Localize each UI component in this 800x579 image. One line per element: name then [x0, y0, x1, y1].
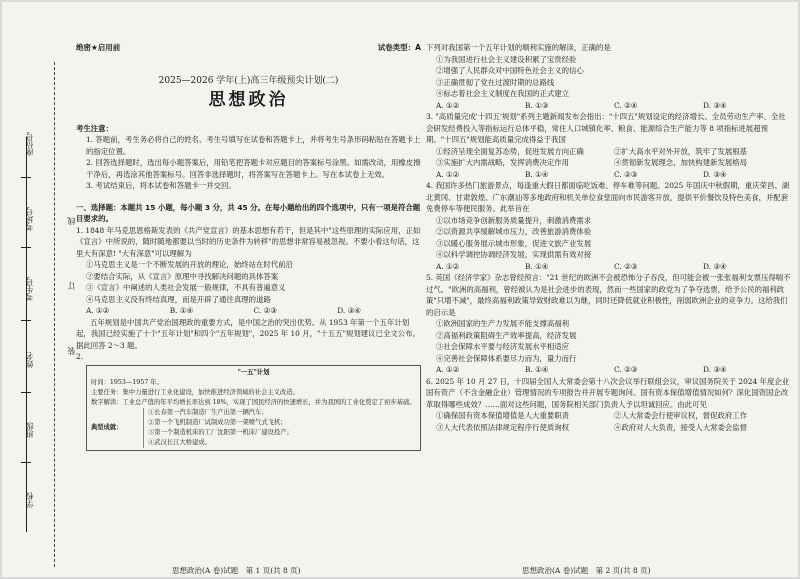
plan-info-box — [86, 365, 421, 451]
choice-b: B. ①④ — [525, 365, 549, 374]
q4-option: ③以暖心服务展示城市形象，促进文旅产业发展 — [436, 238, 592, 248]
q1-choices — [76, 305, 421, 317]
q2-option: ③正确贯彻了党在过渡时期的总路线 — [436, 77, 555, 87]
info-line — [26, 137, 27, 532]
q5-option: ③社会保障水平要与经济发展水平相适应 — [436, 342, 570, 351]
q4-option: ④以科学调控协调经济发展，实现供需有效对接 — [436, 250, 592, 259]
q6-option: ④政府对人大负责，接受人大常委会监督 — [614, 422, 748, 432]
achievement-item: ②第一个飞机制造厂试制成功第一架喷气式飞机； — [148, 418, 287, 426]
notes-heading: 考生注意： — [76, 123, 113, 133]
box-task: 主要任务：集中力量进行工业化建设，加快推进经济领域的社会主义改造。 — [91, 388, 299, 396]
box-title: "一五"计划 — [237, 368, 270, 376]
student-no-label: 考生号 — [25, 277, 34, 301]
binding-strip — [2, 2, 76, 577]
choice-d: D. ③④ — [703, 365, 727, 374]
q4-option: ①以市场竞争创新服务质量提升，刺激消费需求 — [436, 215, 592, 225]
choice-b: B. ①④ — [525, 261, 549, 271]
question-3-stem: 3. "高质量完成'十四五'规划"系列主题新闻发布会指出："十四五"规划设定的经济增长、全员劳动生产率、全社会研发经费投入等指标运行总体平稳，常住人口城镇化率、粮食、能源综合生产能力等 8 项指标进展超预期。"十四五"规划能高质量完成得益于我国 — [426, 112, 786, 144]
field-tick — [21, 177, 31, 178]
choice-a: A. ①② — [436, 100, 460, 110]
question-4-stem: 4. 我国许多热门旅游景点，每逢重大假日都面临吃饭难、停车难等问题。2025 年国庆中秋假期，重庆荣昌、湖北黄冈、甘肃敦煌、广东潮汕等多地政府和机关单位食堂面向市民游客开放，提供平价餐饮及特色美食，并配套免费停车等便民服务。此举旨在 — [426, 181, 790, 213]
right-column — [426, 42, 792, 433]
seat-label: 座位号 — [25, 132, 34, 156]
choice-b: B. ①④ — [525, 169, 549, 179]
box-achievements — [91, 408, 416, 448]
note-item: 3. 考试结束后，将本试卷和答题卡一并交回。 — [86, 181, 236, 190]
section-title: 一、选择题：本题共 15 小题，每小题 3 分，共 45 分。在每小题给出的四个选项中，只有一项是符合题目要求的。 — [76, 202, 421, 223]
achievement-item: ④武汉长江大桥建成。 — [148, 438, 211, 446]
q5-option: ①欧洲国家的生产力发展不能支撑高福利 — [436, 319, 570, 328]
q3-options-row — [426, 157, 792, 169]
line-mark: 线 — [67, 217, 76, 225]
confidential-label: 绝密★启用前 — [76, 43, 121, 52]
q1-option: ④马克思主义没有终结真理，而是开辟了通往真理的道路 — [86, 294, 271, 304]
question-1-stem: 1. 1848 年马克思恩格斯发表的《共产党宣言》的基本思想有若干，但是其中"这些原理的实际应用，正如《宣言》中所说的，随时随地都要以当时的历史条件为转移"的思想非常容易被忽视。不要小看这句话，这里大有深意! "大有深意"可以理解为 — [76, 225, 421, 258]
q5-choices — [426, 364, 792, 376]
choice-b: B. ①③ — [525, 100, 549, 110]
q2-choices — [426, 100, 792, 112]
choice-d: D. ③④ — [337, 306, 361, 315]
question-6-stem: 6. 2025 年 10 月 27 日，十四届全国人大常委会第十八次会议举行联组会议，审议国务院关于 2024 年度企业国有资产（不含金融企业）管理情况的专项报告并开展专题询问。国有资本保值增值情况如何？深化国资国企改革取得哪些成效？……面对这些问题，国务院相关部门负责人予以坦诚回应。由此可见 — [426, 376, 790, 409]
choice-a: A. ①② — [436, 261, 460, 271]
q6-options-row — [426, 410, 792, 422]
box-data: 数字解读：工业总产值的年平均增长率达到 18%，实现了国民经济的快速增长，并为我国的工业化奠定了初步基础。 — [91, 398, 416, 406]
page-footer-left: 思想政治(A 卷)试题 第 1 页(共 8 页) — [172, 566, 301, 575]
q1-option: ③《宣言》中阐述的人类社会发展一般规律，不具有普遍意义 — [86, 283, 286, 292]
question-2-stem: 下列对我国第一个五年计划的顺利实施的解读，正确的是 — [426, 43, 611, 52]
choice-c: C. ②③ — [253, 306, 277, 315]
left-column — [76, 42, 421, 451]
choice-d: D. ③④ — [703, 169, 727, 179]
q6-options-row — [426, 422, 792, 434]
q6-option: ②人大常委会行使审议权，督促政府工作 — [614, 411, 748, 420]
page-footer-right: 思想政治(A 卷)试题 第 2 页(共 8 页) — [522, 566, 651, 575]
q5-option: ②高福利政策阻碍生产效率提高，经济发展 — [436, 330, 577, 340]
q2-option: ②增强了人民群众对中国特色社会主义的信心 — [436, 66, 584, 75]
q3-options-row — [426, 146, 792, 158]
question-5-stem: 5. 英国《经济学家》杂志曾经预言："21 世纪的欧洲不会被恐怖分子吞没，但可能会被一张张福利支票压得喘不过气。"欧洲的高福利，曾经被认为是社会进步的表现，然而一些国家的政党为了争夺选票，给予公民的福利政策"只增不减"，最终高福利政策导致财政难以为继，同时还降低就业积极性，削弱欧洲企业的竞争力。这给我们的启示是 — [426, 273, 791, 317]
q3-option: ①经济呈现全面复苏态势，促进发展方向正确 — [436, 146, 584, 156]
q3-choices — [426, 169, 792, 181]
field-tick — [21, 320, 31, 321]
choice-d: D. ③④ — [703, 261, 727, 271]
choice-a: A. ①② — [436, 169, 460, 179]
choice-a: A. ①② — [436, 365, 460, 374]
q1-option: ②要结合实际，从《宣言》原理中寻找解决问题的具体答案 — [86, 271, 279, 281]
field-tick — [21, 247, 31, 248]
achievements-list — [143, 408, 293, 448]
q6-option: ①确保国有资本保值增值是人大重要职责 — [436, 411, 570, 420]
room-label: 考场号 — [25, 207, 34, 231]
choice-c: C. ②③ — [614, 365, 638, 374]
seal-mark: 装 — [67, 347, 76, 355]
q2-option: ④标志着社会主义制度在我国的正式建立 — [436, 89, 570, 98]
school-label: 学校 — [25, 492, 34, 508]
paper-type-label: 试卷类型：A — [377, 43, 421, 52]
achievement-item: ①长春第一汽车制造厂生产出第一辆汽车； — [148, 408, 268, 416]
q2-number: 2. — [76, 352, 84, 361]
box-time: 时间：1953—1957 年。 — [91, 378, 163, 386]
choice-c: C. ②③ — [614, 169, 638, 179]
note-item: 1. 答题前，考生务必将自己的姓名、考生号填写在试卷和答题卡上，并将考生号条形码粘贴在答题卡上的指定位置。 — [86, 135, 421, 156]
choice-c: C. ②④ — [614, 100, 638, 110]
field-tick — [21, 462, 31, 463]
field-tick — [21, 392, 31, 393]
class-label: 班级 — [25, 422, 34, 438]
choice-c: C. ②③ — [614, 261, 638, 271]
name-label: 姓名 — [25, 352, 34, 368]
q3-option: ③实施扩大内需战略，发挥消费决定作用 — [436, 158, 570, 167]
choice-b: B. ①④ — [169, 306, 194, 315]
page-header — [76, 42, 421, 54]
q6-option: ③人大代表依照法律规定程序行使质询权 — [436, 422, 570, 432]
achievement-item: ③第一个制造机床的工厂沈阳第一机床厂建设投产； — [148, 428, 293, 436]
q2-option: ①为我国进行社会主义建设积累了宝贵经验 — [436, 54, 577, 64]
choice-a: A. ①② — [86, 306, 110, 315]
subject-title: 思想政治 — [208, 90, 289, 110]
exam-sheet — [2, 2, 798, 577]
cut-line — [54, 62, 55, 567]
q4-choices — [426, 261, 792, 273]
q3-option: ②扩大高水平对外开放，筑牢了发展根基 — [614, 146, 748, 156]
passage-intro: 五年规划是中国共产党治国理政的重要方式，是中国之治的突出优势。从 1953 年第一个五年计划起，我国已经实施了十个"五年计划"和四个"五年规划"，2025 年 10 月，"十五五"规划建议已全文公布。据此回答 2～3 题。 — [76, 317, 420, 350]
exam-title: 2025—2026 学年(上)高三年级预尖计划(二) — [158, 75, 339, 86]
q3-option: ④贯彻新发展理念，加快构建新发展格局 — [614, 158, 748, 167]
q5-option: ④完善社会保障体系要尽力而为，量力而行 — [436, 353, 577, 363]
achievements-label: 典型成就： — [91, 423, 123, 431]
q4-option: ②以资源共享缓解城市压力，改善旅游消费体验 — [436, 227, 592, 236]
note-item: 2. 回答选择题时，选出每小题答案后，用铅笔把答题卡对应题目的答案标号涂黑。如需改动，用橡皮擦干净后，再选涂其他答案标号。回答非选择题时，将答案写在答题卡上。写在本试卷上无效。 — [86, 158, 421, 179]
choice-d: D. ③④ — [703, 100, 727, 110]
q1-option: ①马克思主义是一个不断发展的开放的理论，始终站在时代前沿 — [86, 260, 293, 269]
bind-mark: 订 — [67, 282, 76, 290]
